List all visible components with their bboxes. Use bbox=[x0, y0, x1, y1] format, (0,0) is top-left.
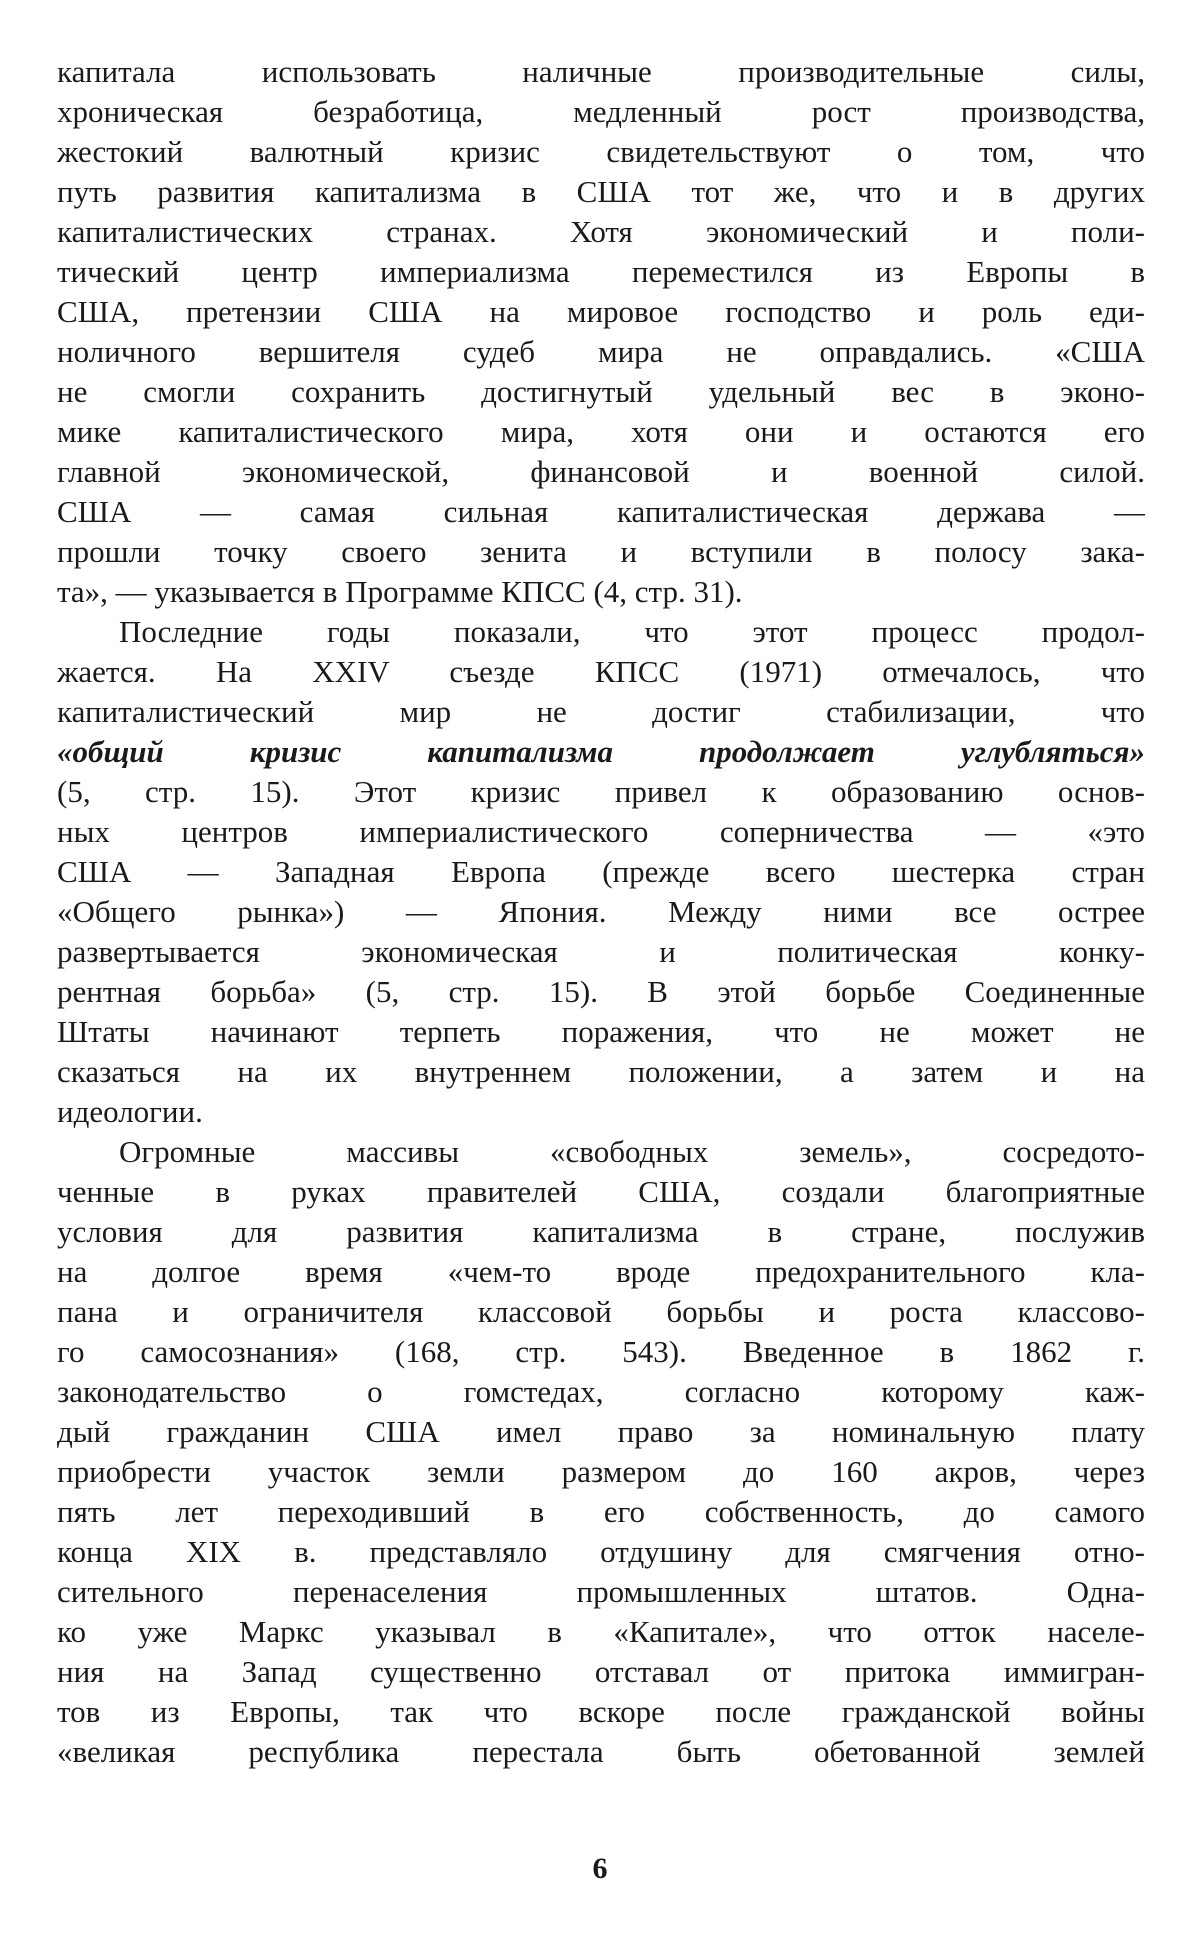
text-line: США, претензии США на мировое господство и роль еди- bbox=[57, 294, 1145, 329]
text-line: условия для развития капитализма в стране, послужив bbox=[57, 1214, 1145, 1249]
text-line: ных центров империалистического соперничества — «это bbox=[57, 814, 1145, 849]
text-line: ноличного вершителя судеб мира не оправдались. «США bbox=[57, 334, 1145, 369]
text-line: законодательство о гомстедах, согласно которому каж- bbox=[57, 1374, 1145, 1409]
text-line: капиталистических странах. Хотя экономический и поли- bbox=[57, 214, 1145, 249]
text-line: пана и ограничителя классовой борьбы и роста классово- bbox=[57, 1294, 1145, 1329]
body-text bbox=[57, 52, 1145, 1772]
text-line: Штаты начинают терпеть поражения, что не может не bbox=[57, 1014, 1145, 1049]
text-line: тов из Европы, так что вскоре после гражданской войны bbox=[57, 1694, 1145, 1729]
text-line: путь развития капитализма в США тот же, что и в других bbox=[57, 174, 1145, 209]
text-line: мике капиталистического мира, хотя они и остаются его bbox=[57, 414, 1145, 449]
text-line: идеологии. bbox=[57, 1094, 203, 1129]
text-line: жестокий валютный кризис свидетельствуют о том, что bbox=[57, 134, 1145, 169]
text-line: та», — указывается в Программе КПСС (4, стр. 31). bbox=[57, 574, 743, 609]
text-line: развертывается экономическая и политическая конку- bbox=[57, 934, 1145, 969]
emphasized-quote-line: «общий кризис капитализма продолжает углубляться» bbox=[57, 734, 1145, 769]
text-line: ченные в руках правителей США, создали благоприятные bbox=[57, 1174, 1145, 1209]
text-line: прошли точку своего зенита и вступили в полосу зака- bbox=[57, 534, 1145, 569]
text-line: дый гражданин США имел право за номинальную плату bbox=[57, 1414, 1145, 1449]
text-line: хроническая безработица, медленный рост производства, bbox=[57, 94, 1145, 129]
text-line: «великая республика перестала быть обетованной землей bbox=[57, 1734, 1145, 1769]
text-line: тический центр империализма переместился из Европы в bbox=[57, 254, 1145, 289]
text-line: США — Западная Европа (прежде всего шестерка стран bbox=[57, 854, 1145, 889]
text-line: сительного перенаселения промышленных штатов. Одна- bbox=[57, 1574, 1145, 1609]
text-line: рентная борьба» (5, стр. 15). В этой борьбе Соединенные bbox=[57, 974, 1145, 1009]
text-line: «Общего рынка») — Япония. Между ними все острее bbox=[57, 894, 1145, 929]
paragraph-first-line: Огромные массивы «свободных земель», сосредото- bbox=[119, 1134, 1145, 1169]
text-line: конца XIX в. представляло отдушину для смягчения отно- bbox=[57, 1534, 1145, 1569]
text-line: го самосознания» (168, стр. 543). Введенное в 1862 г. bbox=[57, 1334, 1145, 1369]
page-number: 6 bbox=[592, 1852, 608, 1885]
text-line: не смогли сохранить достигнутый удельный вес в эконо- bbox=[57, 374, 1145, 409]
text-line: (5, стр. 15). Этот кризис привел к образованию основ- bbox=[57, 774, 1145, 809]
paragraph-first-line: Последние годы показали, что этот процесс продол- bbox=[119, 614, 1145, 649]
text-line: приобрести участок земли размером до 160 акров, через bbox=[57, 1454, 1145, 1489]
text-line: жается. На XXIV съезде КПСС (1971) отмечалось, что bbox=[57, 654, 1145, 689]
text-line: сказаться на их внутреннем положении, а затем и на bbox=[57, 1054, 1145, 1089]
text-line: главной экономической, финансовой и военной силой. bbox=[57, 454, 1145, 489]
text-line: ко уже Маркс указывал в «Капитале», что отток населе- bbox=[57, 1614, 1145, 1649]
text-line: ния на Запад существенно отставал от притока иммигран- bbox=[57, 1654, 1145, 1689]
text-line: США — самая сильная капиталистическая держава — bbox=[57, 494, 1145, 529]
text-line: капитала использовать наличные производительные силы, bbox=[57, 54, 1145, 89]
text-line: пять лет переходивший в его собственность, до самого bbox=[57, 1494, 1145, 1529]
text-line: на долгое время «чем-то вроде предохранительного кла- bbox=[57, 1254, 1145, 1289]
text-line: капиталистический мир не достиг стабилизации, что bbox=[57, 694, 1145, 729]
